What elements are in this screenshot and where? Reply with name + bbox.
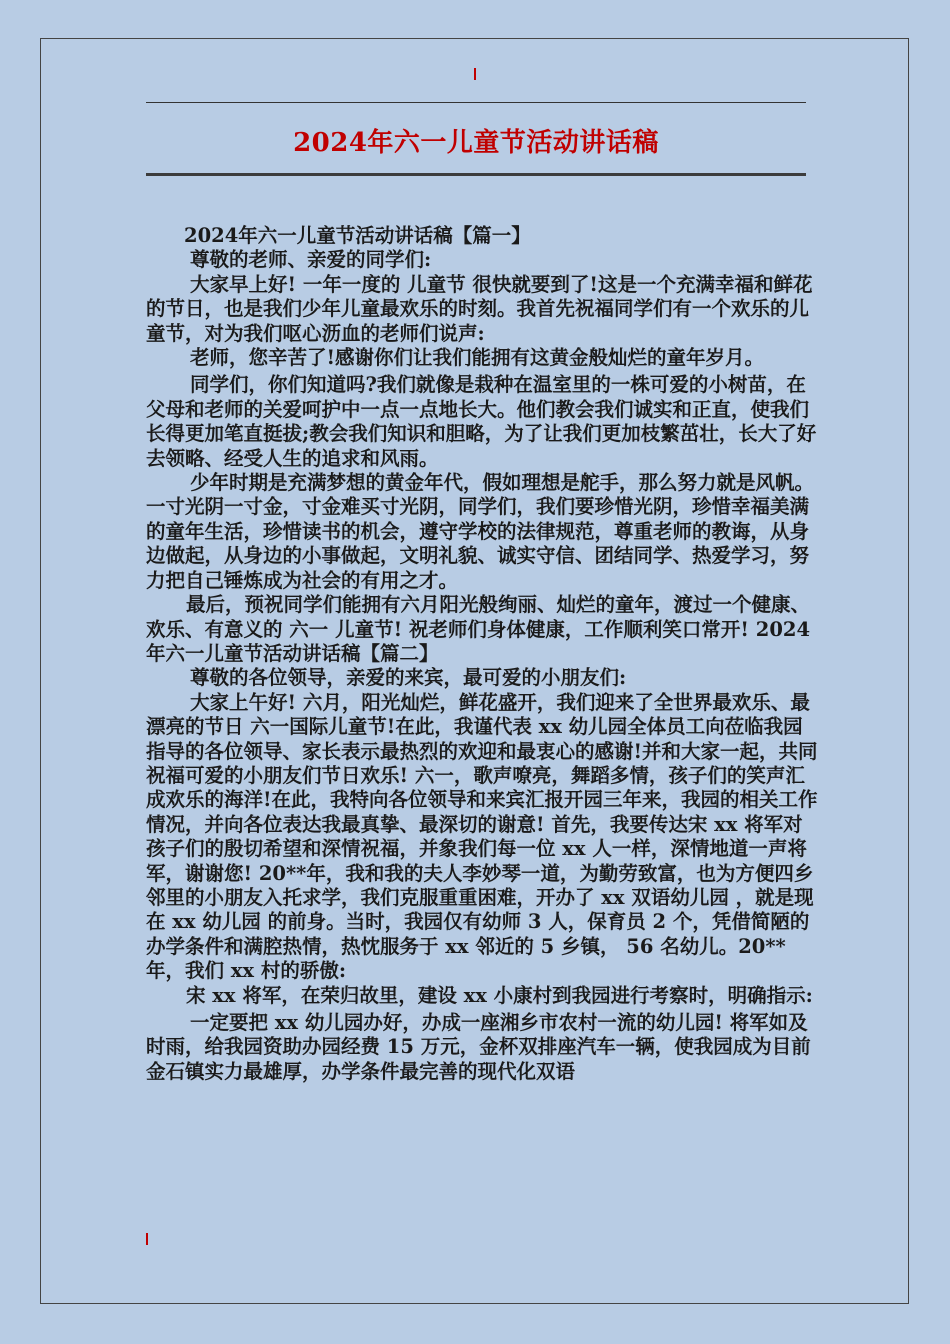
paragraph: 尊敬的各位领导，亲爱的来宾，最可爱的小朋友们: — [190, 666, 627, 690]
title-rule — [146, 173, 806, 176]
paragraph: 大家上午好! 六月，阳光灿烂，鲜花盛开，我们迎来了全世界最欢乐、最漂亮的节日 六一国际儿童节!在此，我谨代表 xx 幼儿园全体员工向莅临我园指导的各位领导、家长表示最热烈的欢迎和最衷心的感谢!并和大家一起，共同祝福可爱的小朋友们节日欢乐! 六一，歌声嘹亮，舞蹈多情，孩子们的笑声汇成欢乐的海洋!在此，我特向各位领导和来宾汇报开园三年来，我园的相关工作情况，并向各位表达我最真挚、最深切的谢意! 首先，我要传达宋 xx 将军对孩子们的殷切希望和深情祝福，并象我们每一位 xx 人一样，深情地道一声将军，谢谢您! 20**年，我和我的夫人李妙琴一道，为勤劳致富，也为方便四乡邻里的小朋友入托求学，我们克服重重困难，开办了 xx 双语幼儿园 ，就是现在 xx 幼儿园 的前身。当时，我园仅有幼师 3 人，保育员 2 个，凭借简陋的办学条件和满腔热情，热忱服务于 xx 邻近的 5 乡镇， 56 名幼儿。20**年，我们 xx 村的骄傲: — [146, 690, 818, 983]
paragraph: 老师，您辛苦了!感谢你们让我们能拥有这黄金般灿烂的童年岁月。 — [190, 346, 765, 370]
header-cursor-mark — [474, 68, 476, 80]
header-rule — [146, 102, 806, 103]
paragraph: 尊敬的老师、亲爱的同学们: — [190, 248, 432, 272]
footer-cursor-mark — [146, 1233, 148, 1245]
document-title: 2024年六一儿童节活动讲话稿 — [293, 128, 659, 158]
paragraph: 同学们，你们知道吗?我们就像是栽种在温室里的一株可爱的小树苗，在父母和老师的关爱呵护中一点一点地长大。他们教会我们诚实和正直，使我们长得更加笔直挺拔;教会我们知识和胆略，为了让我们更加枝繁茁壮，长大了好去领略、经受人生的追求和风雨。 — [146, 373, 817, 470]
paragraph: 一定要把 xx 幼儿园办好，办成一座湘乡市农村一流的幼儿园! 将军如及时雨，给我园资助办园经费 15 万元，金杯双排座汽车一辆，使我园成为目前金石镇实力最雄厚，办学条件最完善的现代化双语 — [146, 1011, 811, 1083]
paragraph: 少年时期是充满梦想的黄金年代，假如理想是舵手，那么努力就是风帆。一寸光阴一寸金，寸金难买寸光阴，同学们，我们要珍惜光阴，珍惜幸福美满的童年生活，珍惜读书的机会，遵守学校的法律规范，尊重老师的教诲，从身边做起，从身边的小事做起，文明礼貌、诚实守信、团结同学、热爱学习，努力把自己锤炼成为社会的有用之才。 — [146, 471, 815, 592]
paragraph: 最后，预祝同学们能拥有六月阳光般绚丽、灿烂的童年，渡过一个健康、欢乐、有意义的 六一 儿童节! 祝老师们身体健康，工作顺利笑口常开! 2024年六一儿童节活动讲话稿【篇二】 — [146, 593, 811, 665]
paragraph: 大家早上好! 一年一度的 儿童节 很快就要到了!这是一个充满幸福和鲜花的节日，也是我们少年儿童最欢乐的时刻。我首先祝福同学们有一个欢乐的儿童节，对为我们呕心沥血的老师们说声: — [146, 272, 813, 345]
paragraph: 宋 xx 将军，在荣归故里，建设 xx 小康村到我园进行考察时，明确指示: — [186, 983, 813, 1007]
document-body — [146, 224, 818, 1084]
section-heading: 2024年六一儿童节活动讲话稿【篇一】 — [184, 224, 531, 247]
